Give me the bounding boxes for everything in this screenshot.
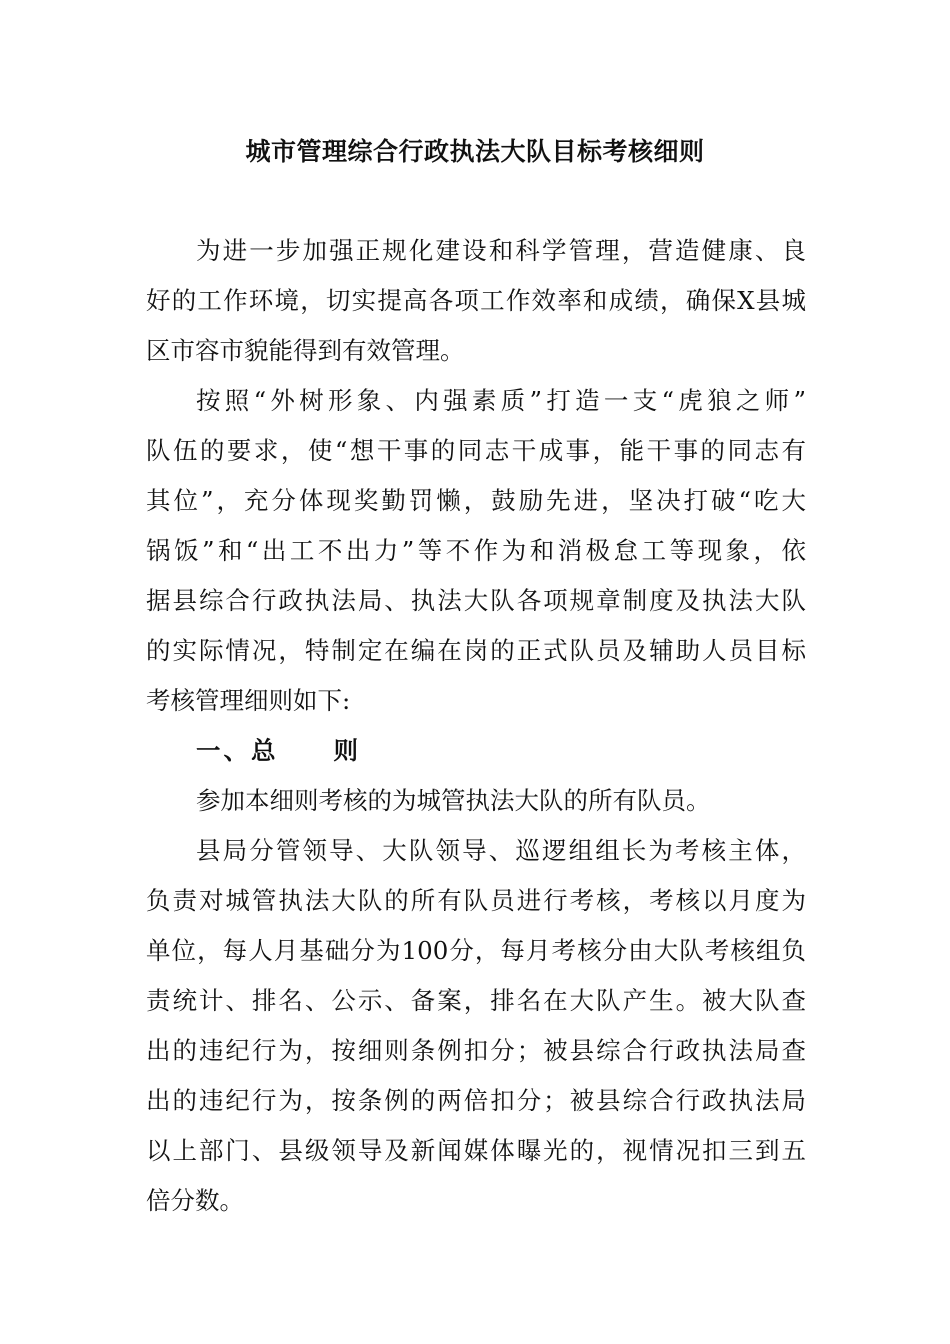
document-title: 城市管理综合行政执法大队目标考核细则 bbox=[245, 137, 705, 166]
paragraph-2-line: 队伍的要求，使“想干事的同志干成事，能干事的同志有 bbox=[146, 436, 806, 465]
paragraph-2-line: 锅饭”和“出工不出力”等不作为和消极怠工等现象，依 bbox=[146, 536, 806, 565]
paragraph-4-line: 出的违纪行为，按细则条例扣分；被县综合行政执法局查 bbox=[146, 1036, 806, 1065]
paragraph-4-line: 县局分管领导、大队领导、巡逻组组长为考核主体， bbox=[196, 836, 806, 865]
paragraph-1-line: 为进一步加强正规化建设和科学管理，营造健康、良 bbox=[196, 236, 806, 265]
paragraph-4-line: 出的违纪行为，按条例的两倍扣分；被县综合行政执法局 bbox=[146, 1086, 806, 1115]
paragraph-4-line: 责统计、排名、公示、备案，排名在大队产生。被大队查 bbox=[146, 986, 806, 1015]
paragraph-4-line: 单位，每人月基础分为100分，每月考核分由大队考核组负 bbox=[146, 936, 806, 965]
paragraph-4-line: 以上部门、县级领导及新闻媒体曝光的，视情况扣三到五 bbox=[146, 1136, 806, 1165]
paragraph-2-line: 考核管理细则如下: bbox=[146, 686, 351, 715]
paragraph-4-line: 负责对城管执法大队的所有队员进行考核，考核以月度为 bbox=[146, 886, 806, 915]
paragraph-2-line: 其位”，充分体现奖勤罚懒，鼓励先进，坚决打破“吃大 bbox=[146, 486, 806, 515]
paragraph-2-line: 按照“外树形象、内强素质”打造一支“虎狼之师” bbox=[196, 386, 806, 415]
paragraph-3-line: 参加本细则考核的为城管执法大队的所有队员。 bbox=[196, 786, 711, 815]
paragraph-2-line: 的实际情况，特制定在编在岗的正式队员及辅助人员目标 bbox=[146, 636, 806, 665]
paragraph-4-line: 倍分数。 bbox=[146, 1186, 244, 1215]
paragraph-1-line: 区市容市貌能得到有效管理。 bbox=[146, 336, 465, 365]
paragraph-2-line: 据县综合行政执法局、执法大队各项规章制度及执法大队 bbox=[146, 586, 806, 615]
section-1-heading: 一、总 则 bbox=[196, 736, 361, 765]
paragraph-1-line: 好的工作环境，切实提高各项工作效率和成绩，确保X县城 bbox=[146, 286, 806, 315]
